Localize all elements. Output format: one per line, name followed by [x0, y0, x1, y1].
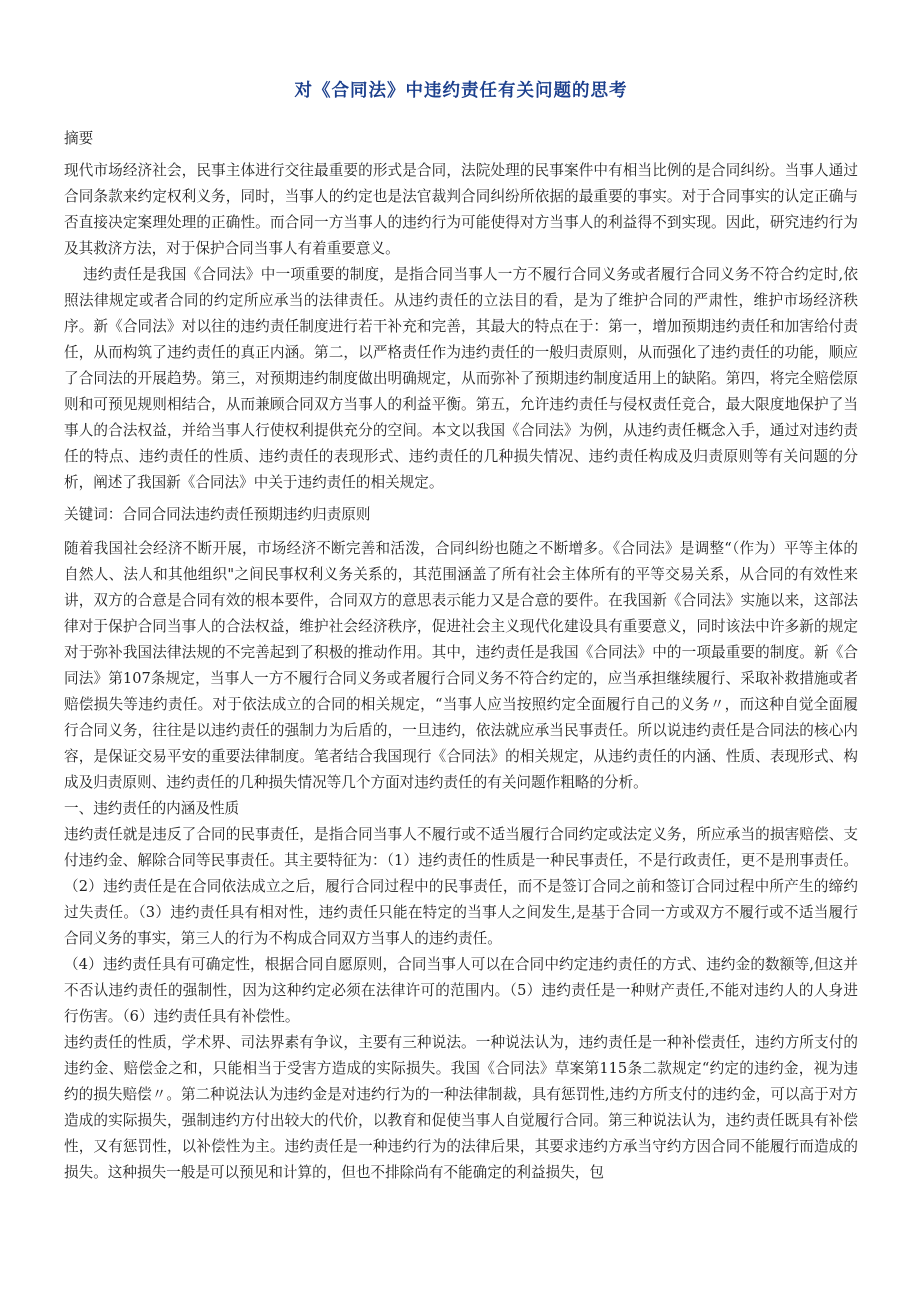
section-1-heading: 一、违约责任的内涵及性质 — [64, 800, 240, 817]
abstract-paragraph-1: 现代市场经济社会，民事主体进行交往最重要的形式是合同，法院处理的民事案件中有相当比例的是合同纠纷。当事人通过合同条款来约定权利义务，同时，当事人的约定也是法官裁判合同纠纷所依据的最重要的事实。对于合同事实的认定正确与否直接决定案理处理的正确性。而合同一方当事人的违约行为可能使得对方当事人的利益得不到实现。因此，研究违约行为及其救济方法，对于保护合同当事人有着重要意义。 — [64, 162, 858, 257]
document-title: 对《合同法》中违约责任有关问题的思考 — [294, 81, 628, 101]
abstract-paragraph-2: 违约责任是我国《合同法》中一项重要的制度，是指合同当事人一方不履行合同义务或者履行合同义务不符合约定时,依照法律规定或者合同的约定所应承当的法律责任。从违约责任的立法目的看，是为了维护合同的严肃性，维护市场经济秩序。新《合同法》对以往的违约责任制度进行若干补充和完善，其最大的特点在于：第一，增加预期违约责任和加害给付责任，从而构筑了违约责任的真正内涵。第二，以严格责任作为违约责任的一般归责原则，从而强化了违约责任的功能，顺应了合同法的开展趋势。第三，对预期违约制度做出明确规定，从而弥补了预期违约制度适用上的缺陷。第四，将完全赔偿原则和可预见规则相结合，从而兼顾合同双方当事人的利益平衡。第五，允许违约责任与侵权责任竞合，最大限度地保护了当事人的合法权益，并给当事人行使权利提供充分的空间。本文以我国《合同法》为例，从违约责任概念入手，通过对违约责任的特点、违约责任的性质、违约责任的表现形式、违约责任的几种损失情况、违约责任构成及归责原则等有关问题的分析，阐述了我国新《合同法》中关于违约责任的相关规定。 — [64, 266, 858, 491]
intro-paragraph: 随着我国社会经济不断开展，市场经济不断完善和活泼，合同纠纷也随之不断增多。《合同法》是调整“（作为）平等主体的自然人、法人和其他组织"之间民事权利义务关系的，其范围涵盖了所有社会主体所有的平等交易关系，从合同的有效性来讲，双方的合意是合同有效的根本要件，合同双方的意思表示能力又是合意的要件。在我国新《合同法》实施以来，这部法律对于保护合同当事人的合法权益，维护社会经济秩序，促进社会主义现代化建设具有重要意义，同时该法中许多新的规定对于弥补我国法律法规的不完善起到了积极的推动作用。其中，违约责任是我国《合同法》中的一项最重要的制度。新《合同法》第107条规定，当事人一方不履行合同义务或者履行合同义务不符合约定的，应当承担继续履行、采取补救措施或者赔偿损失等违约责任。对于依法成立的合同的相关规定，“当事人应当按照约定全面履行自己的义务〃，而这种自觉全面履行合同义务，往往是以违约责任的强制力为后盾的，一旦违约，依法就应承当民事责任。所以说违约责任是合同法的核心内容，是保证交易平安的重要法律制度。笔者结合我国现行《合同法》的相关规定，从违约责任的内涵、性质、表现形式、构成及归责原则、违约责任的几种损失情况等几个方面对违约责任的有关问题作粗略的分析。 — [64, 540, 858, 791]
section-1-paragraph-1: 违约责任就是违反了合同的民事责任，是指合同当事人不履行或不适当履行合同约定或法定义务，所应承当的损害赔偿、支付违约金、解除合同等民事责任。其主要特征为：（1）违约责任的性质是一种民事责任，不是行政责任，更不是刑事责任。（2）违约责任是在合同依法成立之后，履行合同过程中的民事责任，而不是签订合同之前和签订合同过程中所产生的缔约过失责任。（3）违约责任具有相对性，违约责任只能在特定的当事人之间发生,是基于合同一方或双方不履行或不适当履行合同义务的事实，第三人的行为不构成合同双方当事人的违约责任。 — [64, 826, 858, 947]
abstract-heading: 摘要 — [64, 130, 94, 147]
section-1-paragraph-3: 违约责任的性质，学术界、司法界素有争议，主要有三种说法。一种说法认为，违约责任是一种补偿责任，违约方所支付的违约金、赔偿金之和，只能相当于受害方造成的实际损失。我国《合同法》草案第115条二款规定“约定的违约金，视为违约的损失赔偿〃。第二种说法认为违约金是对违约行为的一种法律制裁，具有惩罚性,违约方所支付的违约金，可以高于对方造成的实际损失，强制违约方付出较大的代价，以教育和促使当事人自觉履行合同。第三种说法认为，违约责任既具有补偿性，又有惩罚性，以补偿性为主。违约责任是一种违约行为的法律后果，其要求违约方承当守约方因合同不能履行而造成的损失。这种损失一般是可以预见和计算的，但也不排除尚有不能确定的利益损失，包 — [64, 1034, 858, 1181]
section-1-paragraph-2: （4）违约责任具有可确定性，根据合同自愿原则，合同当事人可以在合同中约定违约责任的方式、违约金的数额等,但这并不否认违约责任的强制性，因为这种约定必须在法律许可的范围内。（5）违约责任是一种财产责任,不能对违约人的人身进行伤害。（6）违约责任具有补偿性。 — [64, 956, 858, 1025]
document-page — [64, 0, 858, 1186]
keywords-line: 关键词：合同合同法违约责任预期违约归责原则 — [64, 506, 371, 523]
